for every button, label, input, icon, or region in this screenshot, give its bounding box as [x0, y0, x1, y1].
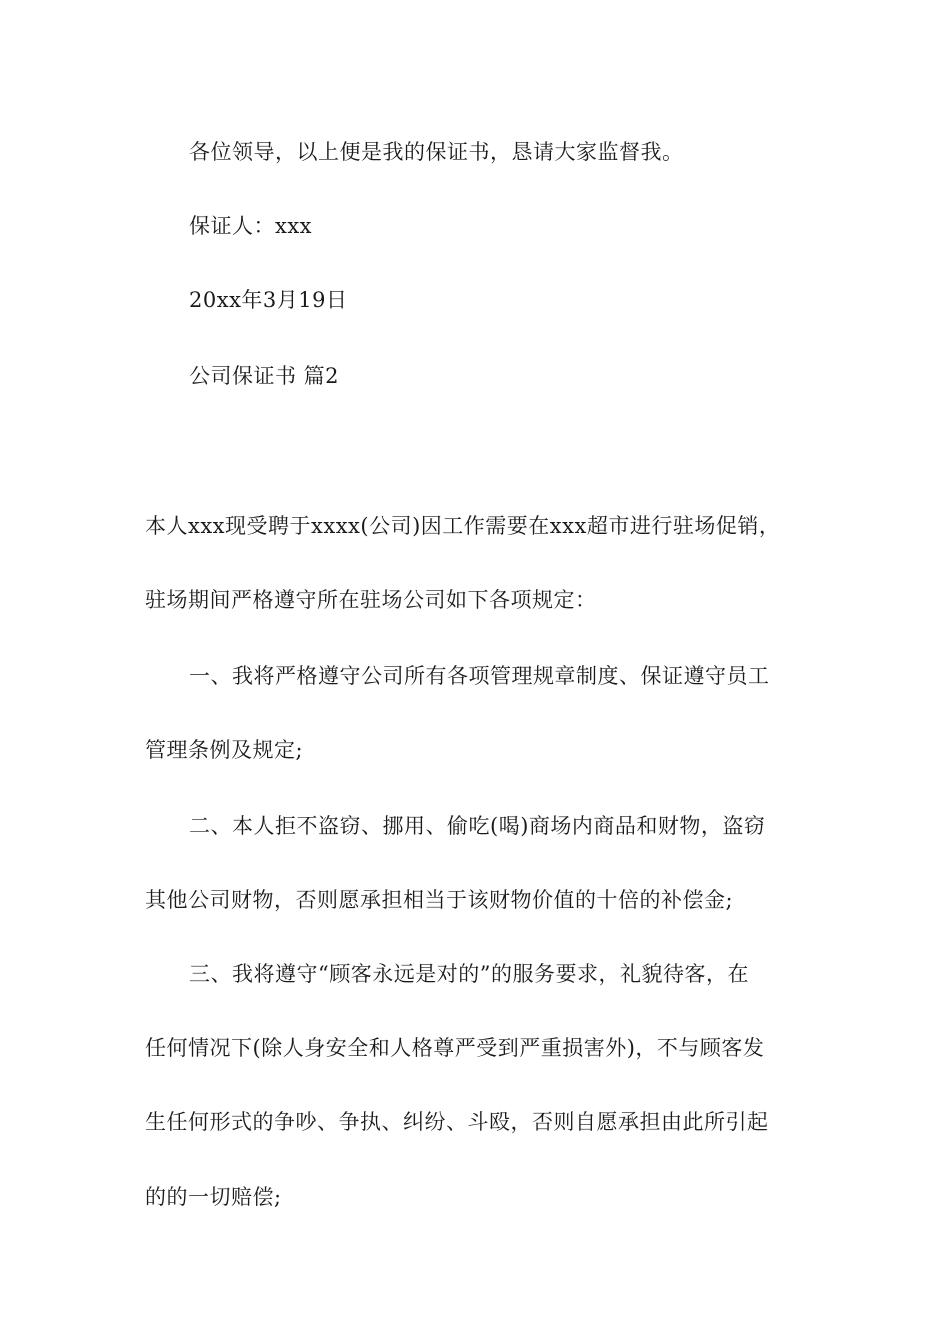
clause-one-line: 一、我将严格遵守公司所有各项管理规章制度、保证遵守员工	[189, 664, 770, 688]
paragraph-line: 本人xxx现受聘于xxxx(公司)因工作需要在xxx超市进行驻场促销，	[145, 514, 781, 538]
clause-two-line: 二、本人拒不盗窃、挪用、偷吃(喝)商场内商品和财物，盗窃	[189, 814, 766, 838]
date-line: 20xx年3月19日	[189, 288, 348, 312]
paragraph-line: 驻场期间严格遵守所在驻场公司如下各项规定：	[145, 588, 597, 612]
clause-one-line: 管理条例及规定;	[145, 738, 304, 762]
clause-three-line: 三、我将遵守“顾客永远是对的”的服务要求，礼貌待客，在	[189, 962, 749, 986]
clause-three-line: 生任何形式的争吵、争执、纠纷、斗殴，否则自愿承担由此所引起	[145, 1110, 769, 1134]
closing-sentence: 各位领导，以上便是我的保证书，恳请大家监督我。	[189, 140, 684, 164]
clause-three-line: 的的一切赔偿;	[145, 1185, 282, 1209]
guarantor-line: 保证人：xxx	[189, 214, 313, 238]
clause-three-line: 任何情况下(除人身安全和人格尊严受到严重损害外)，不与顾客发	[145, 1036, 765, 1060]
section-heading: 公司保证书 篇2	[189, 364, 340, 388]
clause-two-line: 其他公司财物，否则愿承担相当于该财物价值的十倍的补偿金;	[145, 888, 734, 912]
